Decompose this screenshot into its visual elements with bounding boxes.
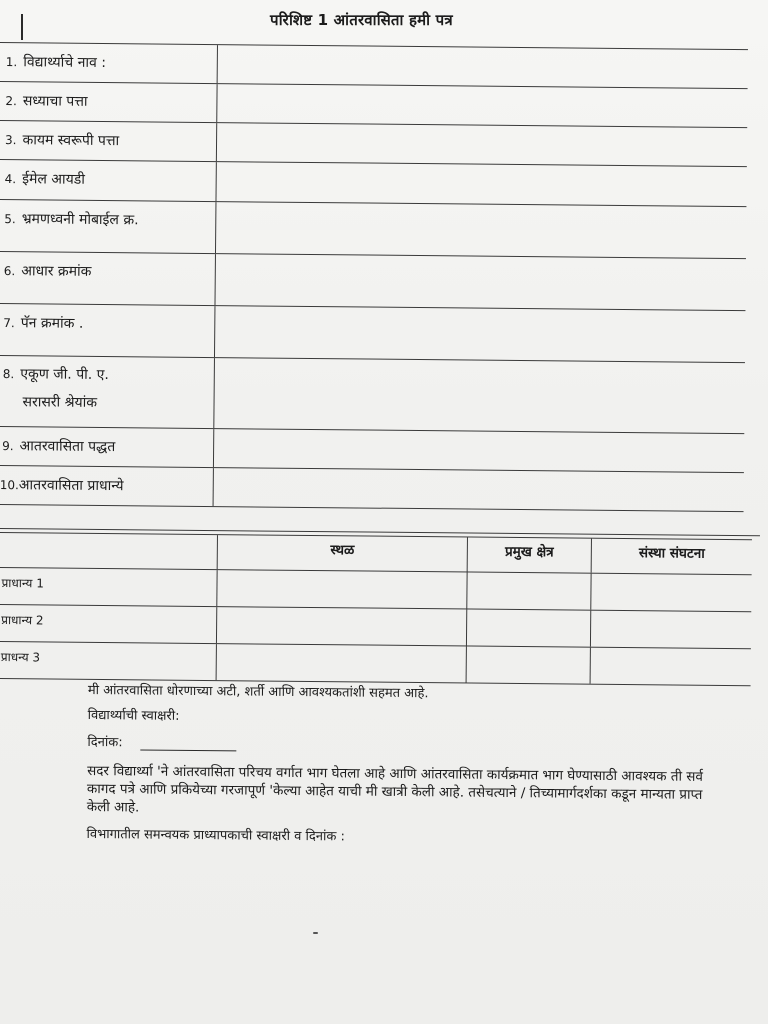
field-number: 9. [2, 439, 14, 454]
field-label-name: विद्यार्थ्याचे नाव : [23, 54, 107, 72]
page-title: परिशिष्ट 1 आंतरवासिता हमी पत्र [270, 11, 453, 29]
form-label [0, 82, 218, 122]
form-row-aadhaar [0, 251, 746, 310]
student-signature-label: विद्यार्थ्याची स्वाक्षरी: [87, 707, 180, 724]
field-value-internship-mode[interactable] [214, 429, 744, 472]
preference-label: प्राधान्य 2 [0, 605, 217, 643]
field-value-email[interactable] [216, 162, 746, 206]
organization-cell[interactable] [591, 611, 751, 649]
form-label [0, 356, 215, 428]
location-cell[interactable] [217, 607, 467, 645]
major-field-cell[interactable] [467, 572, 591, 609]
field-number: 7. [3, 316, 15, 331]
form-label [0, 121, 217, 161]
field-label-internship-preferences: आतरवासिता प्राधान्ये [18, 477, 124, 495]
field-label-average-grade: सरासरी श्रेयांक [22, 394, 98, 411]
agreement-statement: मी आंतरवासिता धोरणाच्या अटी, शर्ती आणि आवश्यकतांशी सहमत आहे. [87, 682, 429, 702]
field-value-permanent-address[interactable] [217, 123, 747, 166]
preference-label: प्राधान्य 1 [0, 568, 218, 606]
field-value-internship-preferences[interactable] [214, 468, 744, 511]
field-value-name[interactable] [218, 45, 748, 88]
form-label [0, 252, 216, 305]
header-organization: संस्था संघटना [638, 545, 705, 562]
field-label-internship-mode: आतरवासिता पद्धत [19, 438, 116, 456]
organization-cell[interactable] [591, 574, 751, 612]
certification-paragraph: सदर विद्यार्थ्या 'ने आंतरवासिता परिचय वर्गात भाग घेतला आहे आणि आंतरवासिता कार्यक्रमात भाग घेण्यासाठी आवश्यक ती सर्व कागद पत्रे आणि प्रकियेच्या गरजापूर्ण 'केल्या आहेत याची मी खात्री केली आहे. तसेचत्याने / तिच्यामार्गदर्शका कडून मान्यता प्राप्त केली आहे. [86, 762, 704, 816]
field-value-aadhaar[interactable] [215, 254, 745, 310]
date-row [87, 732, 707, 756]
location-cell[interactable] [217, 570, 467, 608]
form-label [0, 43, 218, 83]
header-location: स्थळ [218, 535, 468, 571]
form-row-pan [0, 303, 745, 362]
header-blank [0, 533, 218, 569]
form-label [0, 466, 214, 506]
field-label-current-address: सध्याचा पत्ता [22, 93, 88, 110]
date-label: दिनांक: [87, 734, 123, 751]
form-row-mobile [0, 199, 746, 258]
preference-label: प्राधन्य 3 [0, 642, 217, 680]
field-value-mobile[interactable] [216, 202, 746, 258]
field-number: 8. [2, 367, 15, 382]
student-details-table [0, 42, 748, 512]
form-label [0, 200, 216, 253]
major-field-cell[interactable] [467, 646, 591, 683]
field-number: 1. [5, 55, 18, 70]
preference-table-header [0, 532, 752, 574]
form-row-gpa [0, 355, 745, 433]
field-label-pan: पॅन क्रमांक . [20, 315, 84, 332]
field-label-gpa: एकूण जी. पी. ए. [20, 366, 109, 384]
field-number: 3. [4, 133, 17, 148]
field-label-permanent-address: कायम स्वरूपी पत्ता [22, 132, 120, 150]
field-label-mobile: भ्रमणध्वनी मोबाईल क्र. [21, 211, 139, 229]
table-row [0, 604, 751, 648]
location-cell[interactable] [217, 644, 467, 682]
major-field-cell[interactable] [467, 609, 591, 646]
field-value-pan[interactable] [215, 306, 745, 362]
margin-mark [21, 14, 23, 40]
organization-cell[interactable] [591, 648, 751, 686]
field-number: 2. [5, 94, 17, 109]
field-label-email: ईमेल आयडी [22, 171, 85, 188]
field-number: 10. [0, 478, 19, 493]
preference-table [0, 532, 752, 686]
table-row [0, 567, 752, 611]
date-field[interactable] [141, 738, 237, 752]
field-value-gpa[interactable] [214, 358, 745, 433]
coordinator-signature-label: विभागातील समन्वयक प्राध्यापकाची स्वाक्षरी व दिनांक : [86, 826, 345, 845]
form-label [0, 304, 215, 357]
field-number: 4. [4, 172, 17, 187]
form-label [0, 160, 217, 201]
field-number: 5. [4, 212, 16, 227]
form-label [0, 427, 214, 467]
field-number: 6. [3, 264, 16, 279]
form-row-internship-preferences [0, 465, 744, 512]
header-major-field: प्रमुख क्षेत्र [468, 537, 592, 572]
paper-speck [313, 932, 318, 934]
declaration-section [86, 680, 708, 848]
field-value-current-address[interactable] [217, 84, 747, 127]
field-label-aadhaar: आधार क्रमांक [21, 263, 92, 280]
